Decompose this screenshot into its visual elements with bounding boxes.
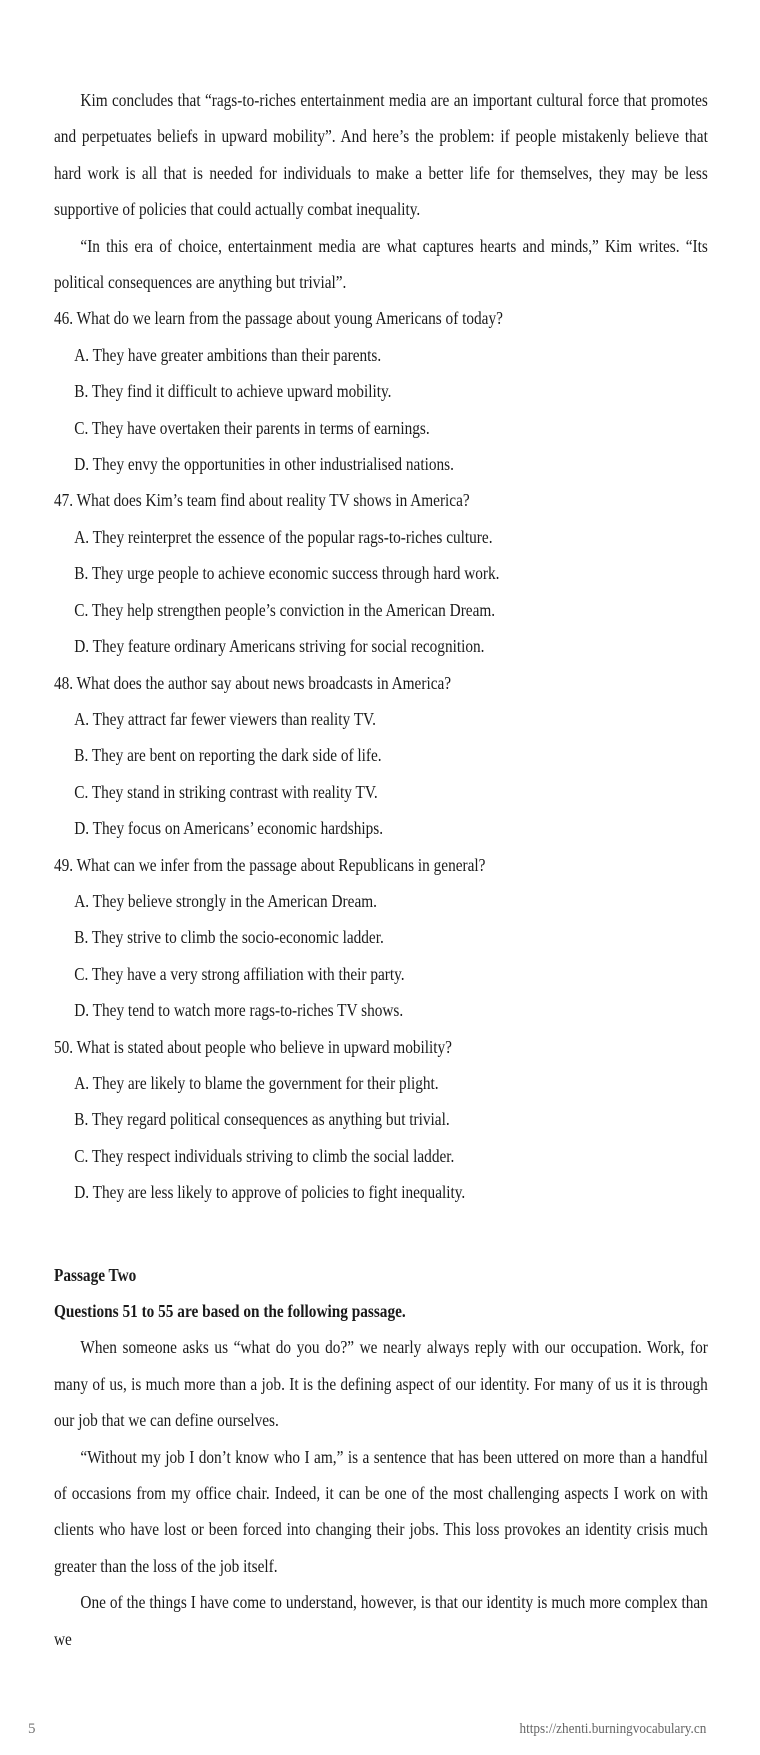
question-50: [54, 1029, 708, 1211]
question-47: [54, 482, 708, 664]
option-a: A. They believe strongly in the American Dream.: [74, 890, 377, 911]
option-a: A. They reinterpret the essence of the popular rags-to-riches culture.: [74, 526, 493, 547]
paragraph: Kim concludes that “rags-to-riches entertainment media are an important cultural force that promotes and perpetuates beliefs in upward mobility”. And here’s the problem: if people mistakenly believe that hard work is all that is needed for individuals to make a better life for themselves, they may be less supportive of policies that could actually combat inequality.: [54, 90, 708, 220]
question-stem: 48. What does the author say about news broadcasts in America?: [54, 672, 452, 693]
question-stem: 46. What do we learn from the passage about young Americans of today?: [54, 308, 503, 329]
passage-heading: Passage Two: [54, 1264, 137, 1285]
paragraph: “In this era of choice, entertainment media are what captures hearts and minds,” Kim writes. “Its political consequences are anything but trivial”.: [54, 235, 708, 293]
question-48: [54, 665, 708, 847]
section-gap: [54, 1211, 708, 1257]
option-a: A. They have greater ambitions than their parents.: [74, 344, 382, 365]
option-d: D. They tend to watch more rags-to-riches TV shows.: [74, 1000, 404, 1021]
option-c: C. They have overtaken their parents in terms of earnings.: [74, 417, 430, 438]
page-number: 5: [28, 1721, 36, 1737]
question-46: [54, 300, 708, 482]
option-d: D. They are less likely to approve of policies to fight inequality.: [74, 1182, 466, 1203]
option-d: D. They focus on Americans’ economic hardships.: [74, 818, 384, 839]
option-b: B. They are bent on reporting the dark side of life.: [74, 745, 382, 766]
option-c: C. They respect individuals striving to climb the social ladder.: [74, 1145, 455, 1166]
paragraph: When someone asks us “what do you do?” we nearly always reply with our occupation. Work, for many of us, is much more than a job. It is the defining aspect of our identity. For many of us it is through our job that we can define ourselves.: [54, 1337, 708, 1431]
question-stem: 50. What is stated about people who believe in upward mobility?: [54, 1036, 452, 1057]
option-a: A. They are likely to blame the government for their plight.: [74, 1072, 439, 1093]
footer-url: https://zhenti.burningvocabulary.cn: [519, 1721, 706, 1737]
paragraph: One of the things I have come to understand, however, is that our identity is much more complex than we: [54, 1592, 708, 1649]
option-b: B. They urge people to achieve economic success through hard work.: [74, 563, 500, 584]
option-a: A. They attract far fewer viewers than reality TV.: [74, 708, 376, 729]
option-d: D. They envy the opportunities in other industrialised nations.: [74, 454, 454, 475]
passage-instruction: Questions 51 to 55 are based on the following passage.: [54, 1301, 406, 1321]
option-c: C. They have a very strong affiliation with their party.: [74, 963, 405, 984]
question-49: [54, 847, 708, 1029]
option-b: B. They strive to climb the socio-economic ladder.: [74, 927, 384, 948]
question-stem: 47. What does Kim’s team find about reality TV shows in America?: [54, 490, 470, 511]
option-c: C. They stand in striking contrast with reality TV.: [74, 781, 378, 802]
option-c: C. They help strengthen people’s conviction in the American Dream.: [74, 599, 496, 620]
paragraph: “Without my job I don’t know who I am,” is a sentence that has been uttered on more than a handful of occasions from my office chair. Indeed, it can be one of the most challenging aspects I work on with clients who have lost or been forced into changing their jobs. This loss provokes an identity crisis much greater than the loss of the job itself.: [54, 1446, 708, 1576]
option-b: B. They find it difficult to achieve upward mobility.: [74, 381, 392, 402]
page-content: [54, 82, 708, 1657]
option-b: B. They regard political consequences as anything but trivial.: [74, 1109, 450, 1130]
question-stem: 49. What can we infer from the passage about Republicans in general?: [54, 854, 486, 875]
option-d: D. They feature ordinary Americans striving for social recognition.: [74, 636, 485, 657]
